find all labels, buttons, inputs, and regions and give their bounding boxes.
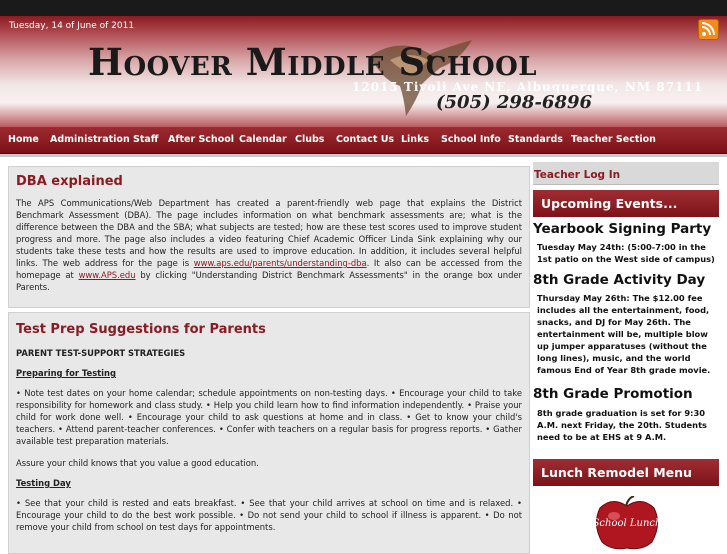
test-prep-title: Test Prep Suggestions for Parents [16,322,266,337]
nav-administration[interactable]: Administration [50,134,130,145]
current-date: Tuesday, 14 of June of 2011 [9,21,135,31]
nav-teacher-section[interactable]: Teacher Section [571,134,656,145]
nav-after-school[interactable]: After School [168,134,235,145]
school-name: Hoover Middle School [88,40,538,84]
apple-text: School Lunch [592,518,662,529]
event-text: Tuesday May 24th: (5:00-7:00 in the 1st patio on the West side of campus) [537,242,715,264]
dba-body [16,197,522,293]
lunch-menu-header[interactable] [533,459,719,486]
dba-link[interactable]: www.aps.edu/parents/understanding-dba [193,258,367,268]
testing-day-heading: Testing Day [16,478,71,488]
event-title: 8th Grade Promotion [533,386,693,402]
upcoming-events-title: Upcoming Events... [541,196,678,211]
dba-text-3: by clicking "Understanding District Benchmark Assessments" in the orange box under Parents. [16,270,522,292]
main-nav [0,127,727,154]
event-title: 8th Grade Activity Day [533,272,706,288]
nav-home[interactable]: Home [8,134,39,145]
dba-text-2: . It also can be accessed from the homepage at [16,258,523,280]
value-education-text: Assure your child knows that you value a good education. [16,458,259,468]
nav-links[interactable]: Links [401,134,430,145]
dba-title: DBA explained [16,174,123,189]
nav-calendar[interactable]: Calendar [239,134,287,145]
aps-link[interactable]: www.APS.edu [78,270,136,280]
nav-clubs[interactable]: Clubs [295,134,325,145]
preparing-text: • Note test dates on your home calendar; schedule appointments on non-testing days. • Encourage your child to take responsibility for homework and class study. • Help you child learn how to find information independently. • Praise your child for work done well. • Encourage your child to ask questions at home and in class. • Get to know your child's teachers. • Attend parent-teacher conferences. • Confer with teachers on a regular basis for progress reports. • Gather available test preparation materials. [16,388,522,446]
site-header [0,16,727,127]
school-address: 12015 Tivoli Ave NE, Albuquerque, NM 87111 [352,80,704,94]
nav-standards[interactable]: Standards [508,134,563,145]
testing-day-text: • See that your child is rested and eats breakfast. • See that your child arrives at school on time and is relaxed. • Encourage your child to do the best work possible. • Do not send your child to school if illness is apparent. • Do not remove your child from school on test days for appointments. [16,498,522,532]
school-phone: (505) 298-6896 [436,92,593,113]
event-text: 8th grade graduation is set for 9:30 A.M. next Friday, the 20th. Students need to be at EHS at 9 A.M. [537,408,707,442]
sidebar [533,157,727,545]
lunch-menu-title: Lunch Remodel Menu [541,465,692,480]
teacher-login-link[interactable]: Teacher Log In [534,169,621,181]
event-text: Thursday May 26th: The $12.00 fee includes all the entertainment, food, snacks, and DJ for May 26th. The entertainment will be, multiple blow up jumper apparatuses (without the long lines), music, and the world famous End of Year 8th grade movie. [537,293,711,375]
dba-text: The APS Communications/Web Department has created a parent-friendly web page that explains the District Benchmark Assessment (DBA). The page includes information on what benchmark assessments are; what is the difference between the DBA and the SBA; what subjects are tested; how are these test scores used to improve student progress and more. The page also includes a video featuring Chief Academic Officer Linda Sink explaining why our students take these tests and how the results are used to improve education. In addition, it includes several helpful links. The web address for the page is [16,198,522,268]
upcoming-events-header [533,190,719,217]
top-bar [0,0,727,16]
nav-school-info[interactable]: School Info [441,134,501,145]
rss-icon[interactable] [698,19,719,40]
event-title: Yearbook Signing Party [533,221,712,237]
teacher-login-bar [533,162,719,185]
preparing-heading: Preparing for Testing [16,368,117,378]
nav-staff[interactable]: Staff [133,134,159,145]
test-prep-article [8,312,530,554]
nav-contact-us[interactable]: Contact Us [336,134,395,145]
apple-lunch-icon[interactable] [592,496,662,551]
test-prep-heading: PARENT TEST-SUPPORT STRATEGIES [16,348,186,358]
dba-article [8,166,530,308]
